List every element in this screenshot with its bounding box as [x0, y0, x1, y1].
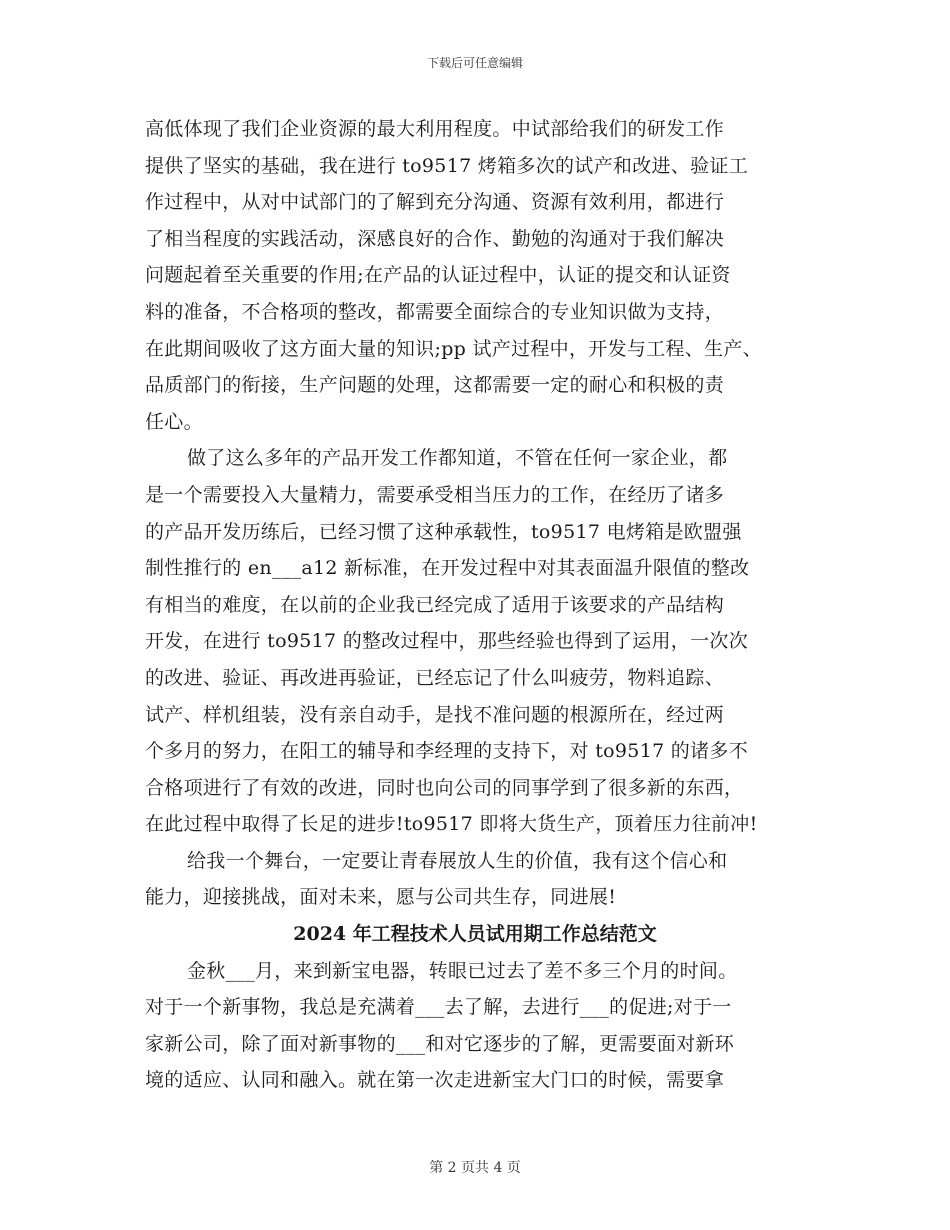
- document-body: [145, 111, 805, 1099]
- text-line: 境的适应、认同和融入。就在第一次走进新宝大门口的时候，需要拿: [145, 1069, 725, 1092]
- text-line: 的产品开发历练后，已经习惯了这种承载性，to9517 电烤箱是欧盟强: [145, 520, 742, 543]
- text-line: 合格项进行了有效的改进，同时也向公司的同事学到了很多新的东西，: [145, 776, 744, 799]
- text-line: 料的准备，不合格项的整改，都需要全面综合的专业知识做为支持，: [145, 300, 725, 323]
- text-line: 品质部门的衔接，生产问题的处理，这都需要一定的耐心和积极的责: [145, 374, 725, 397]
- text-line: 金秋___月，来到新宝电器，转眼已过去了差不多三个月的时间。: [187, 959, 738, 982]
- text-line: 给我一个舞台，一定要让青春展放人生的价值，我有这个信心和: [187, 849, 728, 872]
- text-line: 了相当程度的实践活动，深感良好的合作、勤勉的沟通对于我们解决: [145, 227, 725, 250]
- text-line: 在此过程中取得了长足的进步!to9517 即将大货生产，顶着压力往前冲!: [145, 813, 758, 836]
- text-line: 高低体现了我们企业资源的最大利用程度。中试部给我们的研发工作: [145, 118, 725, 140]
- text-line: 问题起着至关重要的作用;在产品的认证过程中，认证的提交和认证资: [145, 264, 731, 287]
- text-line: 能力，迎接挑战，面对未来，愿与公司共生存，同进展!: [145, 886, 617, 909]
- text-line: 是一个需要投入大量精力，需要承受相当压力的工作，在经历了诸多: [145, 483, 725, 506]
- text-line: 在此期间吸收了这方面大量的知识;pp 试产过程中，开发与工程、生产、: [145, 337, 762, 360]
- header-note: 下载后可任意编辑: [426, 56, 523, 70]
- text-line: 做了这么多年的产品开发工作都知道，不管在任何一家企业，都: [187, 447, 728, 470]
- text-line: 有相当的难度，在以前的企业我已经完成了适用于该要求的产品结构: [145, 593, 725, 616]
- text-line: 对于一个新事物，我总是充满着___去了解，去进行___的促进;对于一: [145, 996, 732, 1019]
- paragraph-block-section: [145, 953, 805, 1099]
- text-line: 任心。: [145, 410, 203, 433]
- text-line: 的改进、验证、再改进再验证，已经忘记了什么叫疲劳，物料追踪、: [145, 666, 725, 689]
- page-number: 第 2 页共 4 页: [429, 1160, 521, 1176]
- text-line: 提供了坚实的基础，我在进行 to9517 烤箱多次的试产和改进、验证工: [145, 154, 749, 177]
- section-title: 2024 年工程技术人员试用期工作总结范文: [293, 923, 657, 946]
- text-line: 试产、样机组装，没有亲自动手，是找不准问题的根源所在，经过两: [145, 703, 725, 726]
- text-line: 作过程中，从对中试部门的了解到充分沟通、资源有效利用，都进行: [145, 191, 725, 214]
- text-line: 家新公司，除了面对新事物的___和对它逐步的了解，更需要面对新环: [145, 1032, 735, 1055]
- text-line: 开发，在进行 to9517 的整改过程中，那些经验也得到了运用，一次次: [145, 630, 749, 653]
- paragraph-block: [145, 111, 805, 916]
- text-line: 个多月的努力，在阳工的辅导和李经理的支持下，对 to9517 的诸多不: [145, 740, 749, 763]
- text-line: 制性推行的 en___a12 新标准，在开发过程中对其表面温升限值的整改: [145, 557, 750, 580]
